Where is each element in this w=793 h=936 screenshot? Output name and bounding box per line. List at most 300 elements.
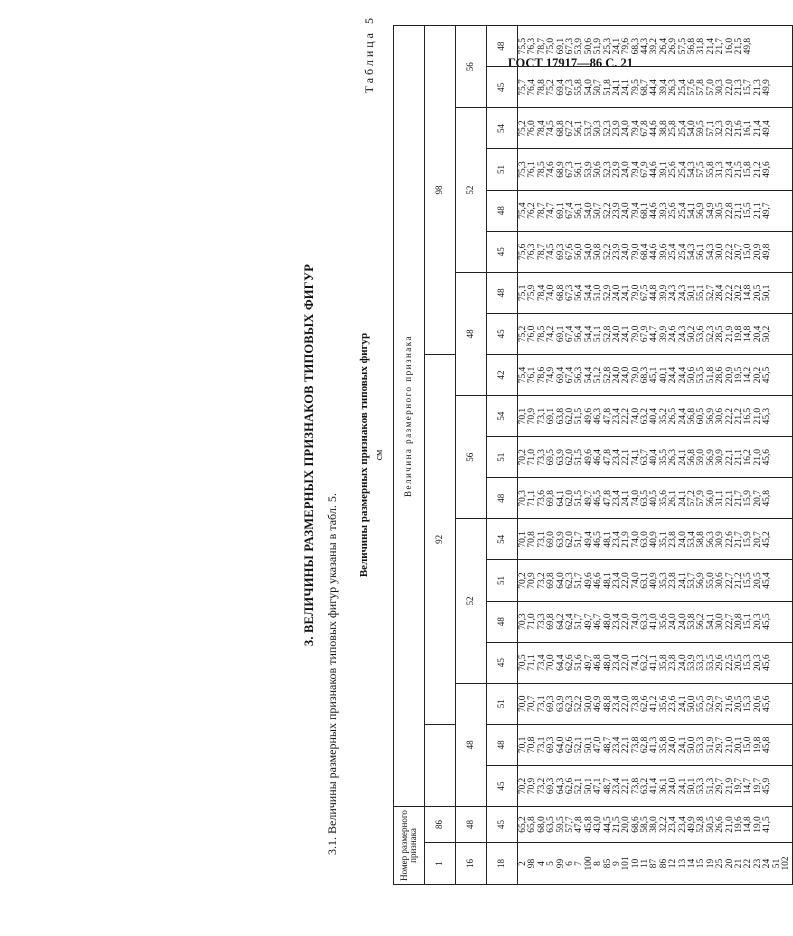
value-cell: 53,4: [687, 531, 698, 548]
value-cell: 44,6: [649, 202, 660, 219]
value-cell: 49,9: [762, 79, 773, 96]
value-cell: 52,3: [602, 161, 613, 178]
feature-number: 2: [518, 861, 528, 866]
value-cell: 22,0: [724, 79, 735, 96]
value-cell: 73,8: [630, 777, 641, 795]
group-level3: 45: [487, 231, 518, 272]
value-cell: 24,4: [677, 366, 688, 384]
value-cell: 25,4: [677, 120, 688, 137]
row-id-18: 18: [487, 843, 518, 885]
value-cell: 51,7: [574, 572, 585, 589]
value-cell: 49,6: [583, 407, 594, 425]
value-cell: 21,3: [733, 79, 744, 96]
value-cell: 20,0: [621, 816, 632, 833]
value-cell: 24,0: [611, 366, 622, 384]
value-cell: 20,1: [733, 736, 744, 754]
value-cell: 57,5: [696, 161, 707, 178]
value-cell: 20,6: [752, 695, 763, 712]
value-cell: 70,2: [518, 449, 528, 466]
feature-number: 14: [687, 858, 698, 869]
value-cell: 21,4: [752, 120, 763, 137]
value-cell: 56,1: [696, 243, 707, 260]
feature-number: 7: [574, 861, 585, 866]
header-values: Величина размерного признака: [394, 26, 425, 807]
value-cell: 23,4: [611, 695, 622, 712]
value-cell: 35,3: [658, 572, 669, 589]
value-cell: 63,5: [546, 816, 557, 833]
value-cell: 69,0: [546, 531, 557, 548]
value-cell: 69,8: [546, 572, 557, 589]
value-cell: 74,0: [630, 407, 641, 425]
value-cell: 55,8: [705, 161, 716, 178]
value-cell: 67,3: [564, 161, 575, 178]
value-cell: 14,8: [743, 325, 754, 343]
value-cell: 46,5: [593, 490, 604, 507]
value-cell: 50,5: [705, 816, 716, 833]
value-cell: 75,0: [546, 37, 557, 55]
value-cell: 54,9: [705, 202, 716, 219]
value-cell: 23,4: [611, 449, 622, 466]
value-cell: 79,4: [630, 161, 641, 178]
group-level3: 45: [487, 765, 518, 806]
value-cell: 19,8: [752, 736, 763, 754]
group-level3: 51: [487, 560, 518, 601]
value-cell: 56,0: [705, 490, 716, 507]
value-cell: 15,1: [743, 613, 754, 630]
value-cell: 45,4: [762, 572, 773, 589]
value-cell: 23,4: [611, 777, 622, 795]
value-cell: 20,2: [752, 366, 763, 384]
value-cell: 67,4: [564, 325, 575, 343]
value-cell: 25,6: [668, 202, 679, 219]
value-cell: 52,1: [574, 736, 585, 754]
value-cell: 54,3: [705, 243, 716, 260]
value-cell: 58,5: [640, 816, 651, 833]
value-cell: 21,6: [724, 695, 735, 712]
value-cell: 21,4: [705, 37, 716, 55]
row-id-16: 16: [456, 843, 487, 885]
value-cell: 71,1: [527, 654, 538, 671]
value-cell: 25,4: [677, 202, 688, 219]
value-cell: 63,9: [555, 531, 566, 548]
value-cell: 44,8: [649, 284, 660, 302]
feature-number: 6: [564, 861, 575, 866]
value-cell: 41,0: [649, 613, 660, 630]
value-cell: 22,2: [724, 243, 735, 260]
value-cell: 49,4: [762, 120, 773, 137]
value-cell: 15,5: [743, 202, 754, 219]
group-level3: 54: [487, 519, 518, 560]
feature-number: 87: [649, 858, 660, 869]
value-cell: 23,9: [611, 243, 622, 260]
header-row: [394, 26, 425, 885]
value-cell: 62,4: [564, 613, 575, 630]
page-header: ГОСТ 17917—86 С. 21: [507, 56, 633, 70]
value-cell: 53,9: [574, 37, 585, 55]
value-cell: 24,1: [611, 79, 622, 96]
value-cell: 22,8: [724, 202, 735, 219]
value-cell: 24,1: [677, 490, 688, 507]
value-cell: 30,9: [715, 531, 726, 548]
value-cell: 76,4: [527, 79, 538, 96]
value-cell: 70,3: [518, 490, 528, 507]
value-cell: 69,3: [555, 243, 566, 260]
value-cell: 47,8: [602, 407, 613, 425]
value-cell: 62,0: [564, 490, 575, 507]
value-cell: 70,8: [527, 736, 538, 754]
value-cell: 70,5: [518, 654, 528, 671]
value-column: [518, 560, 793, 601]
feature-number: 9: [611, 861, 622, 866]
value-cell: 79,6: [621, 37, 632, 55]
value-cell: 20,9: [724, 366, 735, 384]
value-cell: 74,5: [546, 120, 557, 137]
value-cell: 71,1: [527, 490, 538, 507]
value-cell: 50,3: [593, 120, 604, 137]
value-cell: 64,0: [555, 572, 566, 589]
value-cell: 62,6: [564, 777, 575, 795]
value-cell: 58,8: [696, 531, 707, 548]
value-cell: 54,0: [583, 202, 594, 219]
value-cell: 74,0: [630, 490, 641, 507]
value-cell: 49,6: [583, 449, 594, 466]
feature-number: 22: [743, 858, 754, 869]
value-cell: 49,7: [583, 490, 594, 507]
value-cell: 75,9: [527, 284, 538, 302]
feature-number: 25: [715, 858, 726, 869]
value-cell: 26,3: [668, 79, 679, 96]
value-cell: 56,1: [574, 120, 585, 137]
value-cell: 25,6: [668, 161, 679, 178]
value-cell: 24,1: [677, 572, 688, 589]
value-cell: 16,1: [743, 120, 754, 137]
group-level2: 52: [456, 519, 487, 683]
value-cell: 21,9: [724, 777, 735, 795]
value-cell: 73,1: [536, 695, 547, 712]
feature-number: 100: [583, 856, 594, 871]
feature-number: 51: [771, 858, 782, 869]
value-cell: 15,0: [743, 736, 754, 754]
value-cell: 24,0: [621, 202, 632, 219]
value-cell: 78,5: [536, 161, 547, 178]
value-cell: 22,2: [621, 407, 632, 425]
value-cell: 52,7: [705, 284, 716, 302]
value-cell: 14,7: [743, 777, 754, 795]
value-cell: 20,2: [733, 284, 744, 302]
value-cell: 76,0: [527, 120, 538, 137]
header-row-16: [456, 26, 487, 885]
value-cell: 22,1: [621, 449, 632, 466]
value-cell: 79,0: [630, 284, 641, 302]
value-cell: 67,4: [564, 202, 575, 219]
value-cell: 24,0: [677, 531, 688, 548]
group-98: 98: [425, 26, 456, 355]
value-cell: 46,6: [593, 572, 604, 589]
value-cell: 23,8: [668, 572, 679, 589]
value-cell: 44,6: [649, 161, 660, 178]
value-cell: 51,9: [593, 37, 604, 55]
value-cell: 70,1: [518, 407, 528, 425]
feature-number: 24: [762, 858, 773, 869]
value-cell: 70,2: [518, 572, 528, 589]
value-cell: 22,0: [621, 654, 632, 671]
value-cell: 19,0: [752, 816, 763, 833]
value-cell: 48,1: [602, 531, 613, 548]
value-cell: 23,4: [611, 613, 622, 630]
value-cell: 24,0: [621, 161, 632, 178]
value-cell: 20,7: [752, 490, 763, 507]
value-cell: 60,5: [696, 407, 707, 425]
header-row-1: [425, 26, 456, 885]
value-cell: 24,3: [677, 325, 688, 343]
value-cell: 68,9: [555, 161, 566, 178]
value-cell: 56,0: [574, 243, 585, 260]
value-cell: 50,2: [762, 325, 773, 343]
value-cell: 26,9: [668, 37, 679, 55]
value-cell: 69,4: [555, 79, 566, 96]
value-cell: 54,3: [687, 161, 698, 178]
value-cell: 69,4: [555, 366, 566, 384]
value-cell: 74,6: [546, 161, 557, 178]
feature-number: 23: [752, 858, 763, 869]
feature-number: 15: [696, 858, 707, 869]
value-cell: 35,6: [658, 613, 669, 630]
value-cell: 64,2: [555, 613, 566, 630]
value-cell: 38,0: [649, 816, 660, 833]
value-cell: 36,1: [658, 777, 669, 795]
value-cell: 44,6: [649, 243, 660, 260]
value-cell: 63,9: [555, 695, 566, 712]
value-cell: 30,0: [715, 613, 726, 630]
value-cell: 46,3: [593, 407, 604, 425]
value-cell: 51,2: [593, 366, 604, 384]
value-cell: 44,7: [649, 325, 660, 343]
value-cell: 26,1: [668, 490, 679, 507]
value-cell: 14,8: [743, 284, 754, 302]
value-cell: 22,0: [621, 613, 632, 630]
feature-number: 21: [733, 858, 744, 869]
value-cell: 70,0: [546, 654, 557, 671]
value-cell: 41,5: [762, 816, 773, 833]
value-cell: 23,8: [668, 654, 679, 671]
value-cell: 53,3: [696, 654, 707, 671]
value-cell: 63,2: [640, 777, 651, 795]
value-cell: 62,6: [564, 654, 575, 671]
value-cell: 76,1: [527, 161, 538, 178]
value-cell: 75,4: [518, 202, 528, 219]
units-label: см: [374, 449, 385, 461]
value-cell: 68,0: [536, 816, 547, 833]
value-cell: 63,1: [640, 572, 651, 589]
value-cell: 73,1: [536, 736, 547, 754]
value-cell: 25,4: [677, 161, 688, 178]
value-cell: 47,1: [593, 777, 604, 795]
feature-number: 10: [630, 858, 641, 869]
value-cell: 23,4: [611, 407, 622, 425]
value-cell: 31,3: [715, 161, 726, 178]
group-92: 92: [425, 354, 456, 724]
value-cell: 40,1: [658, 366, 669, 384]
value-cell: 41,1: [649, 654, 660, 671]
value-cell: 75,3: [518, 161, 528, 178]
section-title: 3. ВЕЛИЧИНЫ РАЗМЕРНЫХ ПРИЗНАКОВ ТИПОВЫХ ФИГУР: [302, 263, 316, 647]
value-cell: 24,1: [677, 777, 688, 795]
value-cell: 52,8: [602, 366, 613, 384]
value-cell: 73,3: [536, 449, 547, 466]
group-level2: 48: [456, 683, 487, 806]
value-cell: 15,3: [743, 654, 754, 671]
value-column: [518, 26, 793, 67]
value-cell: 30,9: [715, 449, 726, 466]
value-cell: 47,8: [602, 490, 613, 507]
value-cell: 70,9: [527, 407, 538, 425]
value-column: [518, 149, 793, 190]
value-cell: 79,4: [630, 202, 641, 219]
group-level3: 45: [487, 642, 518, 683]
value-cell: 21,5: [733, 37, 744, 55]
group-level2: 48: [456, 272, 487, 395]
value-cell: 44,4: [649, 79, 660, 96]
feature-number: 13: [677, 858, 688, 869]
value-cell: 51,1: [593, 325, 604, 343]
value-cell: 49,8: [762, 243, 773, 260]
value-cell: 75,6: [518, 243, 528, 260]
value-cell: 53,5: [705, 654, 716, 671]
value-column: [518, 437, 793, 478]
value-cell: 64,1: [555, 490, 566, 507]
value-cell: 31,8: [696, 37, 707, 55]
value-cell: 73,8: [630, 736, 641, 754]
value-cell: 48,7: [602, 736, 613, 754]
value-cell: 45,2: [762, 531, 773, 548]
value-cell: 15,3: [743, 695, 754, 712]
value-cell: 76,3: [527, 37, 538, 55]
value-cell: 26,6: [715, 816, 726, 833]
value-cell: 21,1: [733, 202, 744, 219]
value-cell: 24,3: [677, 284, 688, 302]
value-cell: 78,7: [536, 202, 547, 219]
value-cell: 63,7: [640, 449, 651, 466]
feature-number: 12: [668, 858, 679, 869]
value-cell: 65,8: [527, 816, 538, 833]
value-cell: 63,9: [555, 449, 566, 466]
value-cell: 22,6: [724, 531, 735, 548]
value-cell: 62,0: [564, 531, 575, 548]
value-cell: 56,4: [574, 284, 585, 302]
value-cell: 22,1: [724, 449, 735, 466]
value-cell: 67,3: [564, 284, 575, 302]
value-cell: 70,7: [527, 695, 538, 712]
intro-text: 3.1. Величины размерных признаков типовых фигур указаны в табл. 5.: [325, 493, 339, 855]
value-cell: 54,4: [583, 284, 594, 302]
value-cell: 46,7: [593, 613, 604, 630]
value-cell: 20,7: [752, 531, 763, 548]
value-cell: 54,3: [687, 243, 698, 260]
feature-number: 101: [621, 856, 632, 871]
value-cell: 63,2: [640, 407, 651, 425]
value-cell: 78,8: [536, 79, 547, 96]
value-cell: 56,4: [574, 325, 585, 343]
value-cell: 24,1: [621, 325, 632, 343]
group-level3: 45: [487, 313, 518, 354]
value-cell: 74,2: [546, 325, 557, 343]
value-cell: 21,2: [733, 407, 744, 425]
value-cell: 14,8: [743, 816, 754, 833]
value-cell: 67,9: [640, 161, 651, 178]
value-cell: 49,6: [583, 572, 594, 589]
feature-number: 86: [658, 858, 669, 869]
value-cell: 54,4: [583, 366, 594, 384]
value-cell: 73,6: [536, 490, 547, 507]
value-cell: 53,5: [696, 366, 707, 384]
value-cell: 70,8: [527, 531, 538, 548]
value-cell: 62,3: [564, 695, 575, 712]
value-cell: 35,6: [658, 490, 669, 507]
value-cell: 76,1: [527, 366, 538, 384]
value-cell: 46,8: [593, 654, 604, 671]
value-cell: 16,2: [743, 449, 754, 466]
value-cell: 63,0: [640, 531, 651, 548]
value-cell: 22,1: [724, 490, 735, 507]
value-column: [518, 313, 793, 354]
value-cell: 62,6: [564, 736, 575, 754]
value-cell: 76,3: [527, 243, 538, 260]
value-cell: 31,1: [715, 490, 726, 507]
value-cell: 41,3: [649, 736, 660, 754]
value-cell: 45,9: [762, 777, 773, 795]
value-cell: 21,3: [752, 79, 763, 96]
value-cell: 15,0: [743, 243, 754, 260]
value-cell: 45,6: [762, 654, 773, 671]
value-cell: 46,4: [593, 449, 604, 466]
value-cell: 70,1: [518, 736, 528, 754]
value-cell: 24,0: [621, 366, 632, 384]
value-cell: 56,8: [687, 407, 698, 425]
value-cell: 21,1: [752, 202, 763, 219]
value-cell: 79,0: [630, 243, 641, 260]
value-cell: 21,0: [752, 449, 763, 466]
value-cell: 51,7: [574, 613, 585, 630]
value-cell: 22,1: [621, 736, 632, 754]
value-cell: 28,6: [715, 366, 726, 384]
value-cell: 63,5: [640, 490, 651, 507]
value-cell: 21,7: [733, 531, 744, 548]
value-cell: 74,1: [630, 449, 641, 466]
value-cell: 45,8: [583, 816, 594, 833]
value-cell: 26,4: [658, 37, 669, 55]
value-cell: 22,7: [724, 613, 735, 630]
value-cell: 29,7: [715, 736, 726, 754]
value-cell: 25,4: [677, 79, 688, 96]
value-cell: 24,1: [677, 449, 688, 466]
value-cell: 45,8: [762, 490, 773, 507]
value-column: [518, 683, 793, 724]
value-cell: 21,0: [724, 736, 735, 754]
value-cell: 39,4: [658, 79, 669, 96]
value-cell: 78,7: [536, 37, 547, 55]
value-cell: 25,4: [677, 243, 688, 260]
value-cell: 20,5: [733, 695, 744, 712]
value-cell: 35,1: [658, 531, 669, 548]
feature-number: 11: [640, 858, 651, 869]
value-cell: 59,5: [696, 120, 707, 137]
value-cell: 52,3: [602, 120, 613, 137]
value-cell: 45,5: [762, 366, 773, 384]
feature-number: 102: [780, 856, 791, 871]
value-cell: 14,2: [743, 366, 754, 384]
value-cell: 75,2: [518, 120, 528, 137]
value-cell: 56,9: [696, 202, 707, 219]
